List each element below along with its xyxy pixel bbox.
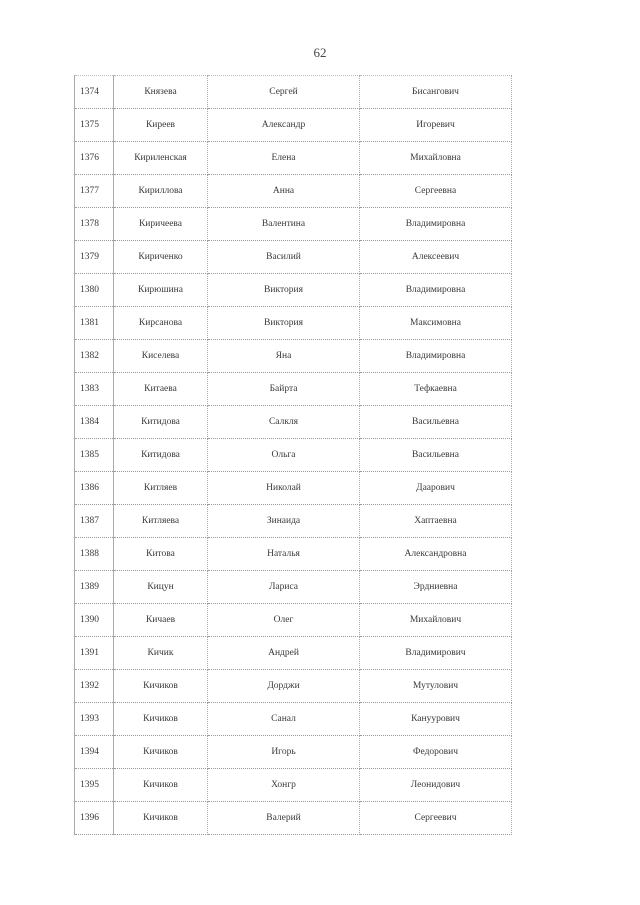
- table-row: [75, 604, 512, 637]
- last-name-cell: Китова: [114, 538, 208, 571]
- patronymic-cell: Сергеевна: [360, 175, 512, 208]
- first-name-cell: Валерий: [208, 802, 360, 835]
- patronymic-cell: Даарович: [360, 472, 512, 505]
- last-name-cell: Кичиков: [114, 769, 208, 802]
- row-number-cell: 1386: [75, 472, 114, 505]
- row-number-cell: 1389: [75, 571, 114, 604]
- last-name-cell: Кичиков: [114, 670, 208, 703]
- last-name-cell: Киричеева: [114, 208, 208, 241]
- patronymic-cell: Васильевна: [360, 439, 512, 472]
- row-number-cell: 1393: [75, 703, 114, 736]
- row-number-cell: 1388: [75, 538, 114, 571]
- row-number-cell: 1380: [75, 274, 114, 307]
- row-number-cell: 1378: [75, 208, 114, 241]
- table-row: [75, 736, 512, 769]
- first-name-cell: Василий: [208, 241, 360, 274]
- patronymic-cell: Тефкаевна: [360, 373, 512, 406]
- first-name-cell: Яна: [208, 340, 360, 373]
- row-number-cell: 1374: [75, 76, 114, 109]
- last-name-cell: Кирсанова: [114, 307, 208, 340]
- row-number-cell: 1382: [75, 340, 114, 373]
- row-number-cell: 1381: [75, 307, 114, 340]
- row-number-cell: 1385: [75, 439, 114, 472]
- row-number-cell: 1395: [75, 769, 114, 802]
- first-name-cell: Дорджи: [208, 670, 360, 703]
- patronymic-cell: Максимовна: [360, 307, 512, 340]
- first-name-cell: Валентина: [208, 208, 360, 241]
- patronymic-cell: Бисангович: [360, 76, 512, 109]
- last-name-cell: Кичаев: [114, 604, 208, 637]
- row-number-cell: 1376: [75, 142, 114, 175]
- table-row: [75, 109, 512, 142]
- first-name-cell: Зинаида: [208, 505, 360, 538]
- last-name-cell: Кириллова: [114, 175, 208, 208]
- table-row: [75, 208, 512, 241]
- table-row: [75, 439, 512, 472]
- table-row: [75, 373, 512, 406]
- row-number-cell: 1383: [75, 373, 114, 406]
- first-name-cell: Сергей: [208, 76, 360, 109]
- last-name-cell: Китляев: [114, 472, 208, 505]
- patronymic-cell: Александровна: [360, 538, 512, 571]
- row-number-cell: 1390: [75, 604, 114, 637]
- patronymic-cell: Васильевна: [360, 406, 512, 439]
- last-name-cell: Кирюшина: [114, 274, 208, 307]
- last-name-cell: Кичиков: [114, 736, 208, 769]
- page-number: 62: [313, 45, 327, 60]
- table-row: [75, 241, 512, 274]
- first-name-cell: Анна: [208, 175, 360, 208]
- table-row: [75, 769, 512, 802]
- table-row: [75, 307, 512, 340]
- patronymic-cell: Кануурович: [360, 703, 512, 736]
- table-row: [75, 340, 512, 373]
- last-name-cell: Кичиков: [114, 802, 208, 835]
- last-name-cell: Кириченко: [114, 241, 208, 274]
- last-name-cell: Китидова: [114, 406, 208, 439]
- row-number-cell: 1379: [75, 241, 114, 274]
- first-name-cell: Наталья: [208, 538, 360, 571]
- last-name-cell: Кицун: [114, 571, 208, 604]
- first-name-cell: Виктория: [208, 274, 360, 307]
- last-name-cell: Китидова: [114, 439, 208, 472]
- patronymic-cell: Сергеевич: [360, 802, 512, 835]
- row-number-cell: 1392: [75, 670, 114, 703]
- patronymic-cell: Михайлович: [360, 604, 512, 637]
- first-name-cell: Байрта: [208, 373, 360, 406]
- first-name-cell: Игорь: [208, 736, 360, 769]
- patronymic-cell: Владимировна: [360, 274, 512, 307]
- last-name-cell: Киселева: [114, 340, 208, 373]
- table-row: [75, 670, 512, 703]
- row-number-cell: 1394: [75, 736, 114, 769]
- patronymic-cell: Эрдниевна: [360, 571, 512, 604]
- last-name-cell: Китляева: [114, 505, 208, 538]
- row-number-cell: 1384: [75, 406, 114, 439]
- table-row: [75, 505, 512, 538]
- patronymic-cell: Мутулович: [360, 670, 512, 703]
- last-name-cell: Князева: [114, 76, 208, 109]
- first-name-cell: Олег: [208, 604, 360, 637]
- table-row: [75, 274, 512, 307]
- table-row: [75, 703, 512, 736]
- row-number-cell: 1377: [75, 175, 114, 208]
- last-name-cell: Киреев: [114, 109, 208, 142]
- roster-table: [74, 75, 512, 835]
- patronymic-cell: Игоревич: [360, 109, 512, 142]
- roster-body: [75, 76, 512, 835]
- first-name-cell: Виктория: [208, 307, 360, 340]
- row-number-cell: 1387: [75, 505, 114, 538]
- last-name-cell: Китаева: [114, 373, 208, 406]
- last-name-cell: Кичиков: [114, 703, 208, 736]
- patronymic-cell: Михайловна: [360, 142, 512, 175]
- first-name-cell: Николай: [208, 472, 360, 505]
- first-name-cell: Хонгр: [208, 769, 360, 802]
- table-row: [75, 472, 512, 505]
- table-row: [75, 637, 512, 670]
- row-number-cell: 1396: [75, 802, 114, 835]
- first-name-cell: Салкля: [208, 406, 360, 439]
- table-row: [75, 802, 512, 835]
- table-row: [75, 538, 512, 571]
- patronymic-cell: Владимировна: [360, 208, 512, 241]
- first-name-cell: Елена: [208, 142, 360, 175]
- patronymic-cell: Леонидович: [360, 769, 512, 802]
- first-name-cell: Лариса: [208, 571, 360, 604]
- first-name-cell: Александр: [208, 109, 360, 142]
- patronymic-cell: Федорович: [360, 736, 512, 769]
- table-row: [75, 406, 512, 439]
- table-row: [75, 175, 512, 208]
- last-name-cell: Кириленская: [114, 142, 208, 175]
- patronymic-cell: Владимирович: [360, 637, 512, 670]
- row-number-cell: 1391: [75, 637, 114, 670]
- patronymic-cell: Владимировна: [360, 340, 512, 373]
- first-name-cell: Ольга: [208, 439, 360, 472]
- first-name-cell: Санал: [208, 703, 360, 736]
- last-name-cell: Кичик: [114, 637, 208, 670]
- patronymic-cell: Алексеевич: [360, 241, 512, 274]
- table-row: [75, 571, 512, 604]
- table-row: [75, 142, 512, 175]
- row-number-cell: 1375: [75, 109, 114, 142]
- table-row: [75, 76, 512, 109]
- first-name-cell: Андрей: [208, 637, 360, 670]
- patronymic-cell: Хаптаевна: [360, 505, 512, 538]
